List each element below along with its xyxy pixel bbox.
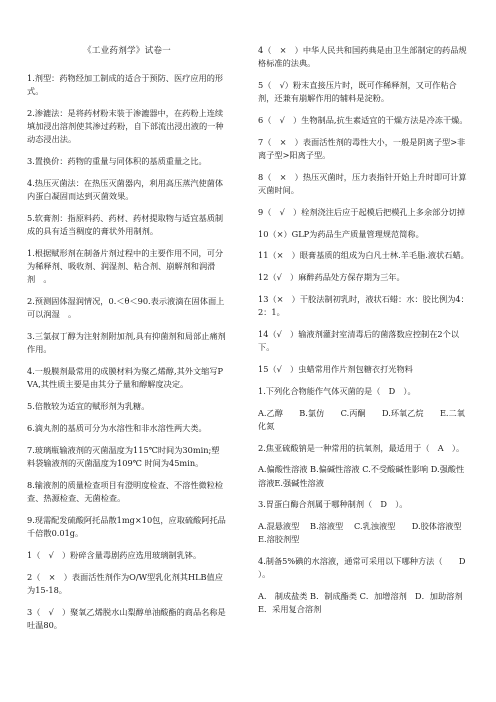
fill-blank-5: 5.倍散较为适宜的赋形剂为乳糖。 bbox=[27, 401, 150, 412]
definition-ointment: 5.软膏剂：指原料药、药材、药材提取物与适宜基质制成的具有适当稠度的膏状外用制剂。 bbox=[27, 213, 224, 237]
true-false-14: 14（√ ）输液剂灌封室清毒后的菌落数应控制在2个以下。 bbox=[258, 328, 459, 353]
true-false-2: 2（ × ）表面活性剂作为O/W型乳化剂其HLB值应为15-18。 bbox=[27, 571, 223, 595]
fill-blank-2: 2.预测固体湿润情况，0.＜θ＜90.表示液滴在固体面上可以润湿 。 bbox=[27, 296, 225, 320]
fill-blank-3: 3.三氯叔丁醇为注射剂附加剂,具有抑菌剂和局部止痛剂作用。 bbox=[27, 331, 226, 355]
true-false-15: 15（√ ）虫蜡常用作片剂包糖衣打光物料 bbox=[258, 363, 413, 374]
fill-blank-7: 7.玻璃瓶输液剂的灭菌温度为115℃时间为30min;塑料袋输液剂的灭菌温度为109℃ 时间为45min。 bbox=[27, 444, 220, 468]
fill-blank-1: 1.根据赋形剂在制备片剂过程中的主要作用不同，可分为稀释剂、吸收剂、润湿剂、粘合剂、崩解剂和润滑剂 。 bbox=[27, 248, 224, 285]
choice-4-options: A. 制成盐类 B．制成酯类 C．加增溶剂 D．加助溶剂 E．采用复合溶剂 bbox=[258, 591, 479, 615]
true-false-12: 12（√ ）麻醉药品处方保存期为三年。 bbox=[258, 272, 405, 283]
fill-blank-8: 8.输液剂的质量检查项目有澄明度检查、不溶性微粒检查、热源检查、无菌检查。 bbox=[27, 479, 224, 503]
true-false-6: 6（ √ ）生物制品,抗生素适宜的干燥方法是冷冻干燥。 bbox=[258, 115, 468, 125]
right-column bbox=[258, 44, 482, 625]
true-false-13: 13（× ）干胶法制初乳时，液状石蜡：水：胶比例为4：2：1。 bbox=[258, 293, 469, 318]
true-false-4: 4（ × ）中华人民共和国药典是由卫生部制定的药品规格标准的法典。 bbox=[258, 45, 467, 69]
true-false-11: 11（× ）眼膏基质的组成为白凡士林.羊毛脂.液状石蜡。 bbox=[258, 250, 469, 261]
definition-autoclave: 4.热压灭菌法：在热压灭菌器内，利用高压蒸汽使菌体内蛋白凝固而达到灭菌效果。 bbox=[27, 178, 224, 202]
choice-3-options: A.混悬液型 B.溶液型 C.乳浊液型 D.胶体溶液型 E.溶胶剂型 bbox=[258, 521, 473, 545]
fill-blank-9: 9.现需配发硫酸阿托品散1mg×10包，应取硫酸阿托品千倍散0.01g。 bbox=[27, 514, 226, 538]
true-false-3: 3（ √ ）聚氧乙烯脱水山梨醇单油酸酯的商品名称是吐温80。 bbox=[27, 606, 226, 630]
definition-dosage-form: 1.剂型：药物经加工制成的适合于预防、医疗应用的形式。 bbox=[27, 73, 224, 97]
true-false-5: 5（ √）粉末直接压片时，既可作稀释剂，又可作粘合剂，还兼有崩解作用的辅料是淀粉。 bbox=[258, 80, 457, 104]
definition-percolation: 2.渗漉法：是将药材粉末装于渗漉器中，在药粉上连续填加浸出溶剂使其渗过药粉，自下部流出浸出液的一种动态浸出法。 bbox=[27, 108, 224, 145]
fill-blank-4: 4.一般膜剂最常用的成膜材料为聚乙烯醇,其外文缩写PVA,其性质主要是由其分子量和醇解度决定。 bbox=[27, 366, 224, 390]
choice-2-options: A.偏酸性溶液 B.偏碱性溶液 C.不受酸碱性影响 D.强酸性溶液E.强碱性溶液 bbox=[258, 464, 465, 488]
left-column bbox=[27, 44, 227, 641]
true-false-1: 1（ √ ）粉碎含量毒剧药应选用玻璃制乳钵。 bbox=[27, 549, 202, 560]
definition-displacement-value: 3.置换价：药物的重量与同体积的基质重量之比。 bbox=[27, 156, 207, 167]
true-false-9: 9（ √ ）栓剂浇注后应于起模后把模孔上多余部分切掉 bbox=[258, 206, 465, 217]
true-false-8: 8（ × ）热压灭菌时，压力表指针开始上升时即可计算灭菌时间。 bbox=[258, 171, 467, 195]
choice-2-question: 2.焦亚硫酸钠是一种常用的抗氧剂，最适用于（ A ）。 bbox=[258, 442, 465, 453]
choice-1-question: 1.下列化合物能作气体灭菌的是（ D ）。 bbox=[258, 385, 416, 396]
exam-title: 《工业药剂学》试卷一 bbox=[83, 46, 171, 56]
true-false-10: 10（×）GLP为药品生产质量管理规范简称。 bbox=[258, 228, 424, 239]
choice-1-options: A.乙醇 B.氯仿 C.丙酮 D.环氧乙烷 E.二氧化氮 bbox=[258, 407, 465, 431]
choice-3-question: 3.胃蛋白酶合剂属于哪种制剂（ D ）。 bbox=[258, 499, 408, 510]
true-false-7: 7（ × ）表面活性剂的毒性大小，一般是阴离子型>非离子型>阳离子型。 bbox=[258, 136, 466, 160]
choice-4-question: 4.制备5%碘的水溶液，通常可采用以下哪种方法（ D ）。 bbox=[258, 556, 482, 580]
fill-blank-6: 6.滴丸剂的基质可分为水溶性和非水溶性两大类。 bbox=[27, 423, 207, 433]
